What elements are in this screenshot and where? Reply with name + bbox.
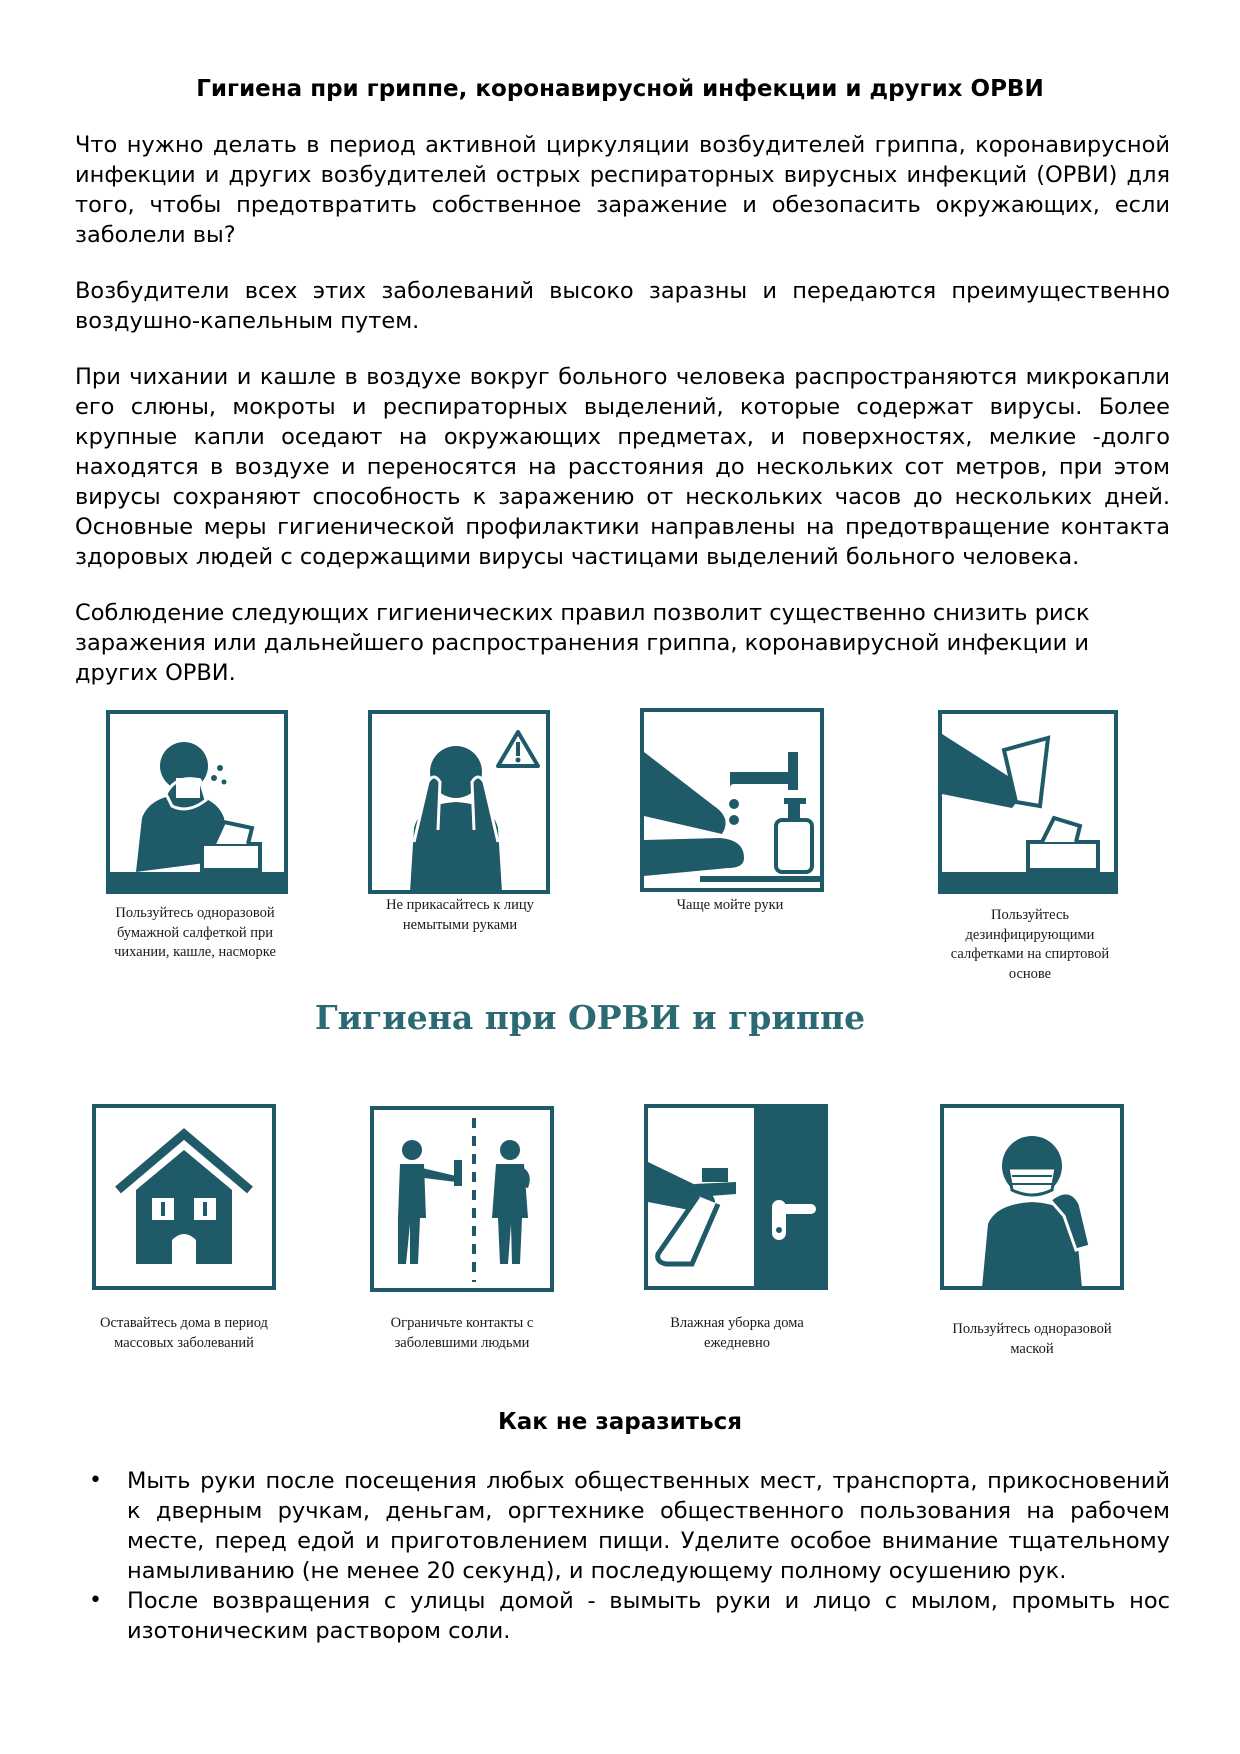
paragraph-rules: Соблюдение следующих гигиенических правил позволит существенно снизить риск заражения или дальнейшего распространения гриппа, коронавирусной инфекции и других ОРВИ. (75, 600, 1090, 686)
section-heading: Как не заразиться (497, 1409, 743, 1435)
caption-face-mask: Пользуйтесь одноразовой маской (952, 1321, 1112, 1357)
page-title: Гигиена при гриппе, коронавирусной инфекции и других ОРВИ (196, 76, 1044, 102)
hand-washing-icon (640, 708, 824, 892)
paragraph-transmission: Возбудители всех этих заболеваний высоко заразны и передаются преимущественно воздушно-капельным путем. (75, 278, 1170, 334)
stay-home-icon (92, 1104, 276, 1290)
paragraph-intro: Что нужно делать в период активной циркуляции возбудителей гриппа, коронавирусной инфекции и других возбудителей острых респираторных вирусных инфекций (ОРВИ) для того, чтобы предотвратить собственное заражение и обезопасить окружающих, если заболели вы? (75, 132, 1170, 248)
limit-contacts-icon (370, 1106, 554, 1292)
list-item: • После возвращения с улицы домой - вымыть руки и лицо с мылом, промыть нос изотоническим раствором соли. (89, 1588, 1170, 1644)
disinfecting-wipes-icon (938, 710, 1118, 894)
person-sneezing-tissue-icon (106, 710, 288, 894)
caption-limit-contacts: Ограничьте контакты с заболевшими людьми (390, 1315, 534, 1351)
caption-touch-face: Не прикасайтесь к лицу немытыми руками (386, 897, 534, 933)
bullet-list (75, 1466, 1170, 1646)
caption-wipes: Пользуйтесь дезинфицирующими салфетками на спиртовой основе (950, 907, 1110, 982)
caption-tissue: Пользуйтесь одноразовой бумажной салфеткой при чихании, кашле, насморке (114, 905, 276, 960)
bullet-icon: • (89, 1468, 102, 1493)
caption-wash-hands: Чаще мойте руки (676, 897, 784, 913)
infographic-title: Гигиена при ОРВИ и гриппе (314, 998, 866, 1037)
face-mask-icon (940, 1104, 1124, 1290)
wet-cleaning-icon (644, 1104, 828, 1290)
list-item: • Мыть руки после посещения любых общественных мест, транспорта, прикосновений к дверным ручкам, деньгам, оргтехнике общественного пользования на рабочем месте, перед едой и приготовлением пищи. Уделите особое внимание тщательному намыливанию (не менее 20 секунд), и последующему полному осушению рук. (89, 1468, 1170, 1584)
caption-wet-cleaning: Влажная уборка дома ежедневно (670, 1315, 804, 1351)
do-not-touch-face-icon (368, 710, 550, 894)
caption-stay-home: Оставайтесь дома в период массовых заболеваний (100, 1315, 268, 1351)
bullet-icon: • (89, 1588, 102, 1613)
paragraph-droplets: При чихании и кашле в воздухе вокруг больного человека распространяются микрокапли его слюны, мокроты и респираторных выделений, которые содержат вирусы. Более крупные капли оседают на окружающих предметах, и поверхностях, мелкие -долго находятся в воздухе и переносятся на расстояния до нескольких сот метров, при этом вирусы сохраняют способность к заражению от нескольких часов до нескольких дней. Основные меры гигиенической профилактики направлены на предотвращение контакта здоровых людей с содержащими вирусы частицами выделений больного человека. (75, 364, 1170, 570)
